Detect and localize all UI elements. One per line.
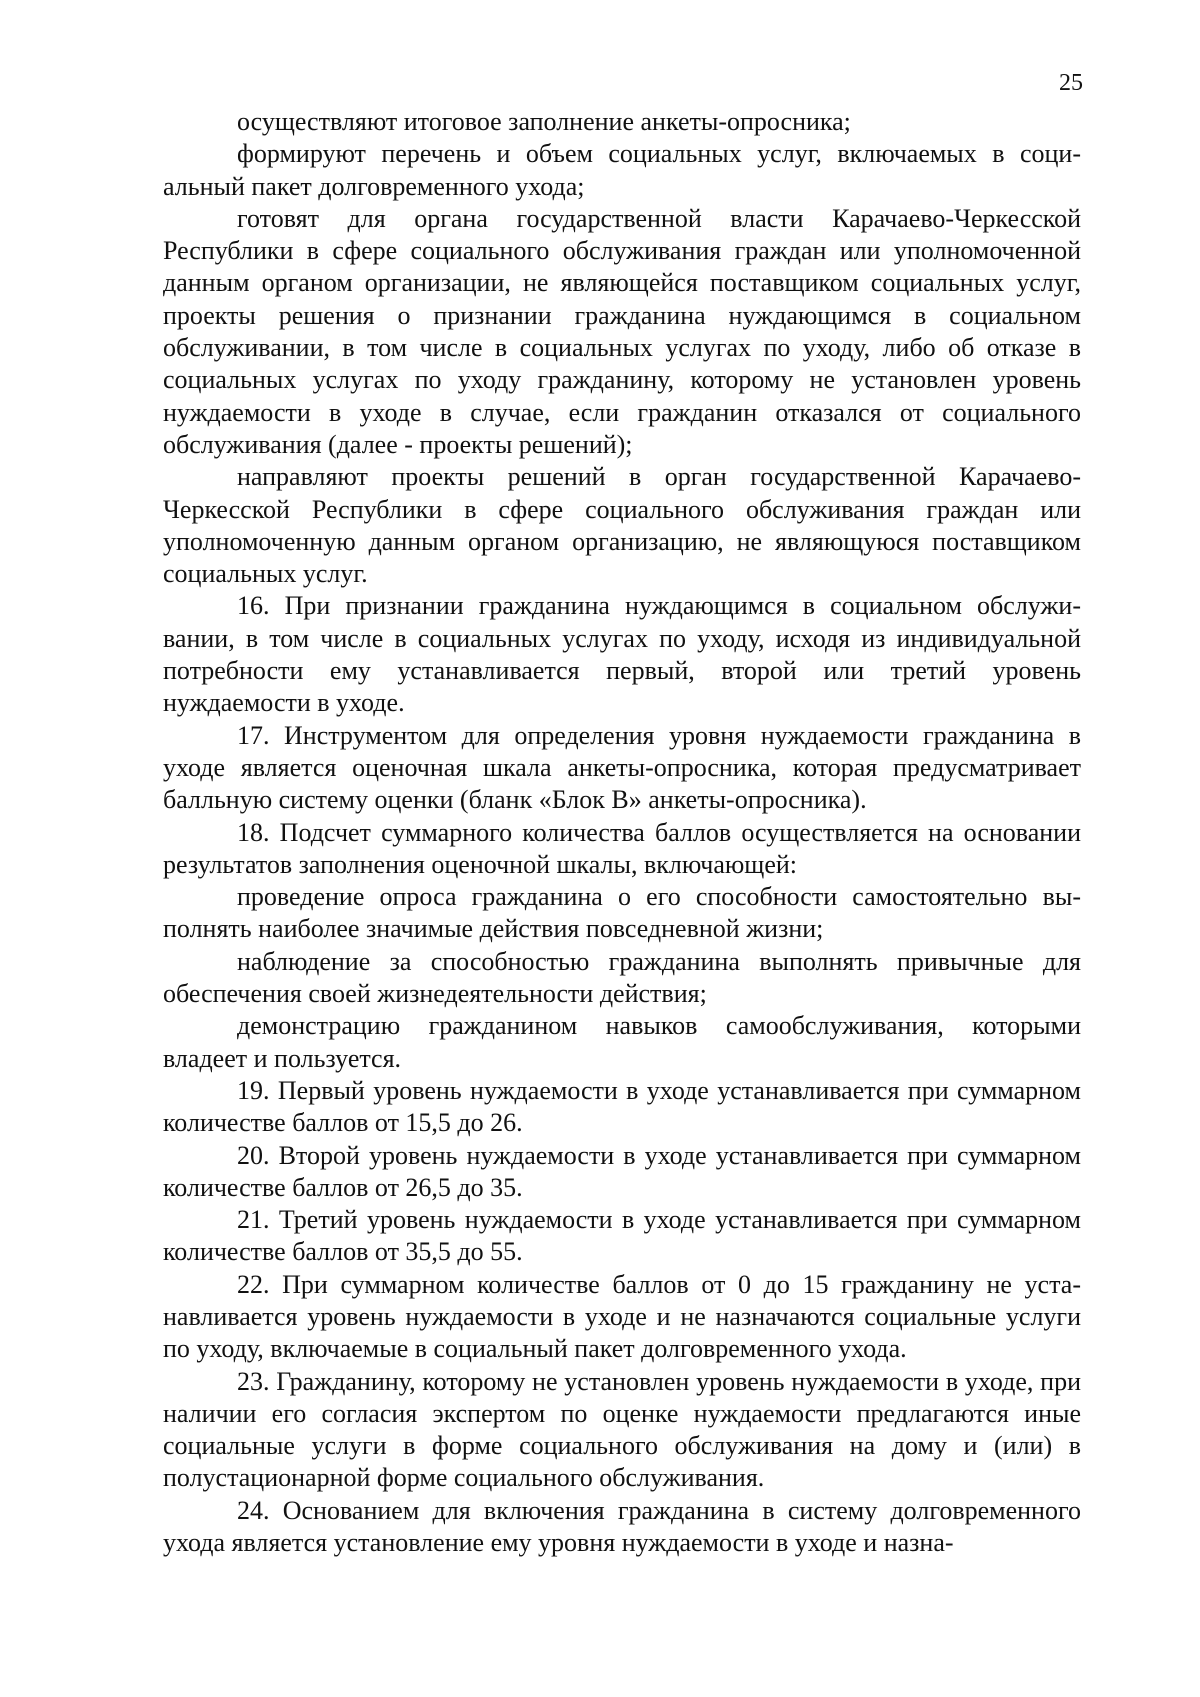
paragraph-item-24: 24. Основанием для включения гражданина в систему долговременного ухода является установление ему уровня нуждаемости в уходе и назна- [163,1495,1081,1558]
paragraph: демонстрацию гражданином навыков самообслуживания, которыми владеет и пользуется. [163,1011,1081,1073]
paragraph-item-16: 16. При признании гражданина нуждающимся в социальном обслуживании, в том числе в социальных услугах по уходу, исходя из индивидуальной потребности ему устанавливается первый, второй или третий уровень нуждаемости в уходе. [163,591,1081,718]
paragraph: наблюдение за способностью гражданина выполнять привычные для обеспечения своей жизнедеятельности действия; [163,946,1081,1009]
page-number: 25 [1059,70,1083,96]
paragraph-item-18: 18. Подсчет суммарного количества баллов осуществляется на основании результатов заполнения оценочной шкалы, включающей: [163,817,1081,879]
paragraph-item-17: 17. Инструментом для определения уровня нуждаемости гражданина в уходе является оценочная шкала анкеты-опросника, которая предусматривает балльную систему оценки (бланк «Блок В» анкеты-опросника). [163,720,1081,815]
paragraph-item-22: 22. При суммарном количестве баллов от 0 до 15 гражданину не устанавливается уровень нуждаемости в уходе и не назначаются социальные услуги по уходу, включаемые в социальный пакет долговременного ухода. [163,1269,1081,1364]
paragraph-item-21: 21. Третий уровень нуждаемости в уходе устанавливается при суммарном количестве баллов от 35,5 до 55. [163,1205,1081,1267]
paragraph-item-20: 20. Второй уровень нуждаемости в уходе устанавливается при суммарном количестве баллов от 26,5 до 35. [163,1140,1081,1202]
paragraph: проведение опроса гражданина о его способности самостоятельно выполнять наиболее значимые действия повседневной жизни; [163,882,1081,944]
paragraph-item-19: 19. Первый уровень нуждаемости в уходе устанавливается при суммарном количестве баллов от 15,5 до 26. [163,1075,1081,1138]
paragraph: готовят для органа государственной власти Карачаево-Черкесской Республики в сфере социального обслуживания граждан или уполномоченной данным органом организации, не являющейся поставщиком социальных услуг, проекты решения о признании гражданина нуждающимся в социальном обслуживании, в том числе в социальных услугах по уходу, либо об отказе в социальных услугах по уходу гражданину, которому не установлен уровень нуждаемости в уходе в случае, если гражданин отказался от социального обслуживания (далее - проекты решений); [163,203,1081,459]
paragraph-item-23: 23. Гражданину, которому не установлен уровень нуждаемости в уходе, при наличии его согласия экспертом по оценке нуждаемости предлагаются иные социальные услуги в форме социального обслуживания на дому и (или) в полустационарной форме социального обслуживания. [163,1366,1081,1493]
paragraph: направляют проекты решений в орган государственной Карачаево-Черкесской Республики в сфере социального обслуживания граждан или уполномоченную данным органом организацию, не являющуюся поставщиком социальных услуг. [163,462,1081,589]
paragraph: осуществляют итоговое заполнение анкеты-опросника; [237,107,851,136]
document-body [163,106,1081,1559]
paragraph: формируют перечень и объем социальных услуг, включаемых в социальный пакет долговременного ухода; [163,139,1081,201]
